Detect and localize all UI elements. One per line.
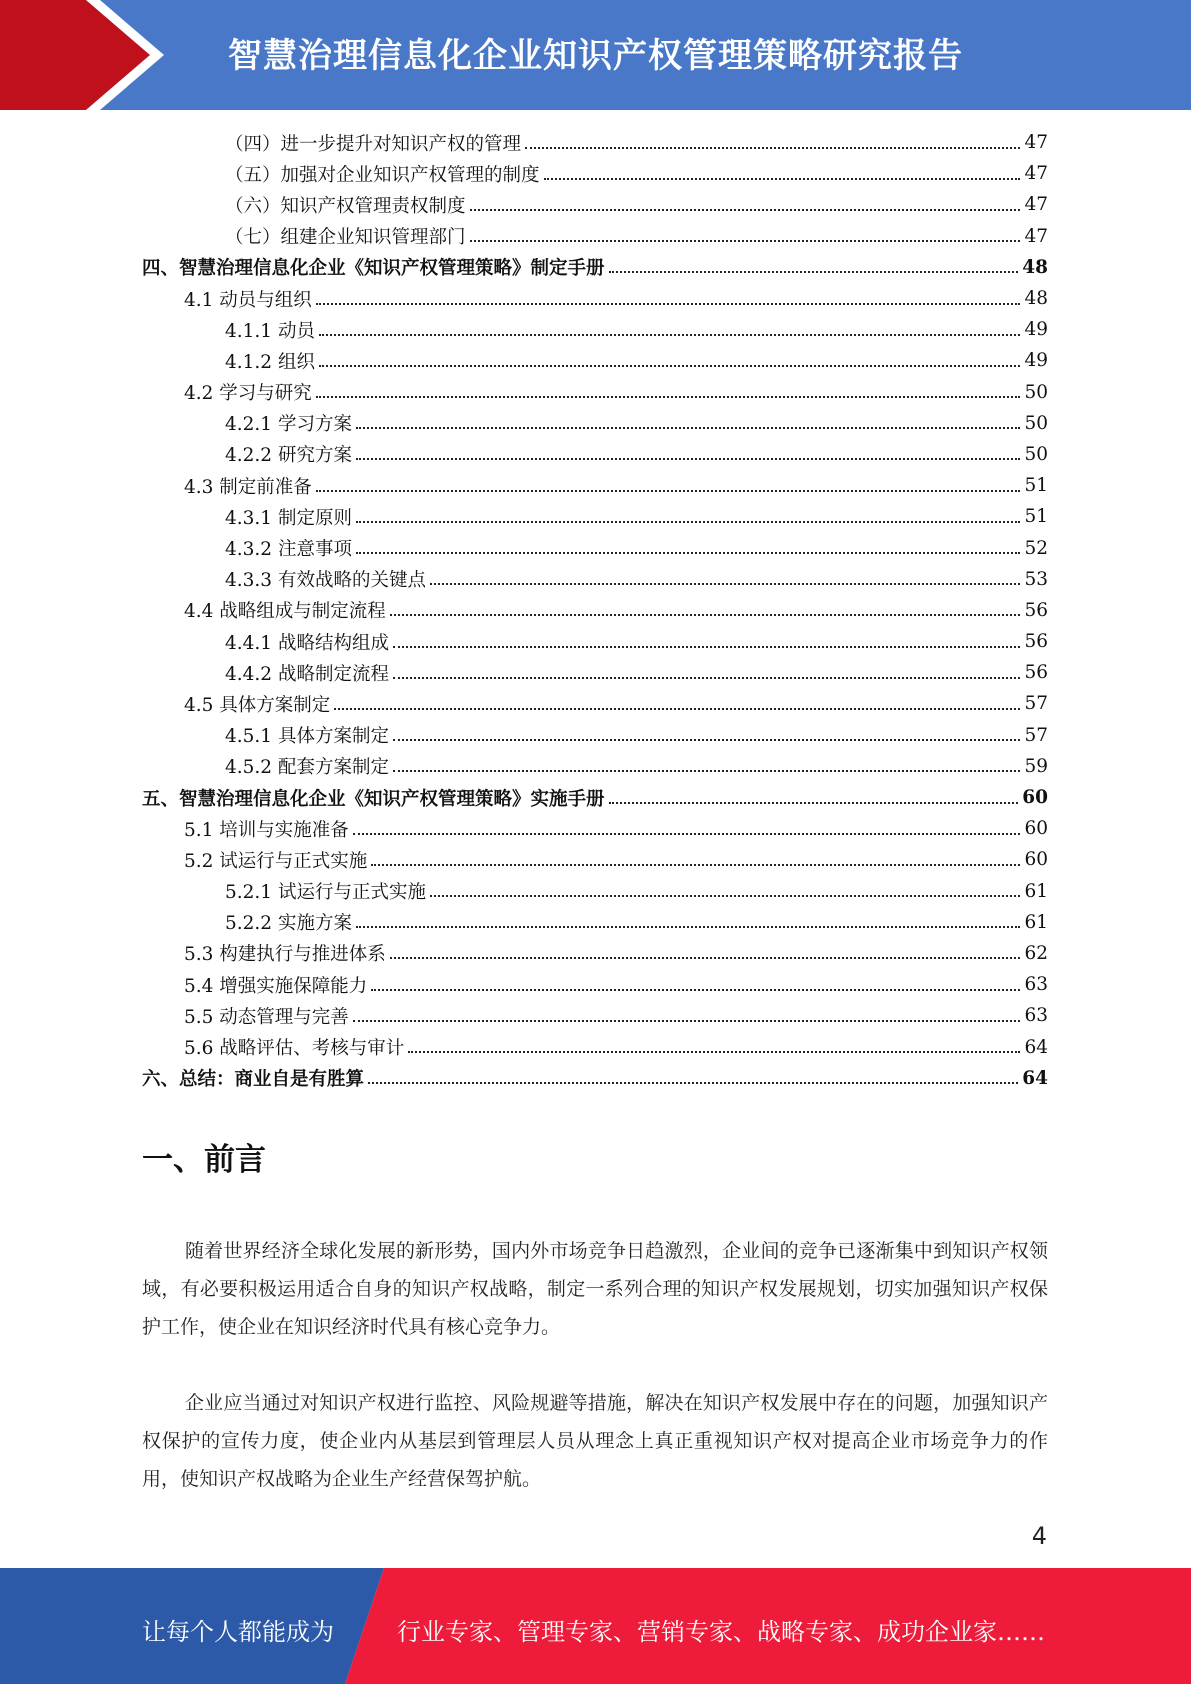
toc-entry-label: 4.3.2 注意事项 (225, 535, 354, 561)
toc-leader-dots (390, 614, 1021, 616)
toc-entry[interactable] (142, 470, 1048, 501)
toc-entry-page: 47 (1024, 132, 1048, 154)
toc-entry[interactable] (142, 720, 1048, 751)
toc-leader-dots (319, 365, 1021, 367)
toc-leader-dots (408, 1051, 1020, 1053)
toc-leader-dots (525, 147, 1020, 149)
toc-entry-label: （七）组建企业知识管理部门 (225, 223, 468, 249)
toc-entry-label: 4.1.1 动员 (225, 317, 317, 343)
toc-leader-dots (316, 490, 1021, 492)
toc-entry-page: 50 (1024, 443, 1048, 465)
toc-entry-page: 56 (1024, 599, 1048, 621)
toc-entry[interactable] (142, 751, 1048, 782)
toc-entry-label: 4.5.2 配套方案制定 (225, 753, 391, 779)
header-title: 智慧治理信息化企业知识产权管理策略研究报告 (228, 36, 963, 76)
toc-entry-page: 51 (1024, 475, 1048, 497)
toc-leader-dots (609, 802, 1019, 804)
toc-leader-dots (368, 1082, 1018, 1084)
toc-entry[interactable] (142, 345, 1048, 376)
toc-entry-page: 48 (1022, 256, 1048, 278)
toc-entry-page: 64 (1022, 1067, 1048, 1089)
toc-leader-dots (544, 178, 1021, 180)
toc-entry[interactable] (142, 782, 1048, 813)
toc-entry-page: 47 (1024, 194, 1048, 216)
toc-entry[interactable] (142, 532, 1048, 563)
toc-entry[interactable] (142, 439, 1048, 470)
toc-entry[interactable] (142, 876, 1048, 907)
toc-leader-dots (390, 957, 1021, 959)
toc-entry-page: 57 (1024, 693, 1048, 715)
toc-entry-label: 4.5 具体方案制定 (184, 691, 332, 717)
section-heading: 一、前言 (142, 1142, 266, 1178)
toc-entry-label: 5.2.2 实施方案 (225, 909, 354, 935)
toc-entry-label: 5.6 战略评估、考核与审计 (184, 1034, 406, 1060)
page-number: 4 (1031, 1522, 1047, 1550)
toc-entry-label: 5.3 构建执行与推进体系 (184, 940, 388, 966)
toc-entry[interactable] (142, 158, 1048, 189)
toc-leader-dots (393, 646, 1020, 648)
toc-entry-label: 4.3.3 有效战略的关键点 (225, 566, 428, 592)
toc-entry-page: 53 (1024, 568, 1048, 590)
toc-entry-page: 63 (1024, 974, 1048, 996)
footer-slogan-right: 行业专家、管理专家、营销专家、战略专家、成功企业家…… (397, 1618, 1045, 1646)
toc-entry-page: 50 (1024, 381, 1048, 403)
toc-entry[interactable] (142, 314, 1048, 345)
toc-entry-page: 52 (1024, 537, 1048, 559)
toc-leader-dots (353, 833, 1021, 835)
toc-entry[interactable] (142, 221, 1048, 252)
toc-entry-page: 64 (1024, 1036, 1048, 1058)
footer-slogan-left: 让每个人都能成为 (142, 1618, 334, 1646)
toc-entry-page: 56 (1024, 662, 1048, 684)
toc-entry[interactable] (142, 408, 1048, 439)
toc-entry-page: 60 (1022, 787, 1048, 809)
toc-entry-label: 4.2 学习与研究 (184, 379, 314, 405)
table-of-contents (142, 127, 1048, 1094)
toc-entry-page: 63 (1024, 1005, 1048, 1027)
toc-entry-label: 5.1 培训与实施准备 (184, 816, 351, 842)
toc-entry-label: 五、智慧治理信息化企业《知识产权管理策略》实施手册 (142, 785, 607, 811)
toc-entry-page: 61 (1024, 911, 1048, 933)
toc-leader-dots (353, 1020, 1021, 1022)
toc-entry-label: 4.4 战略组成与制定流程 (184, 597, 388, 623)
toc-leader-dots (393, 770, 1020, 772)
toc-entry-label: 4.3.1 制定原则 (225, 504, 354, 530)
toc-entry-page: 60 (1024, 849, 1048, 871)
toc-leader-dots (356, 926, 1021, 928)
toc-entry-label: 5.2 试运行与正式实施 (184, 847, 369, 873)
toc-entry[interactable] (142, 688, 1048, 719)
toc-entry[interactable] (142, 501, 1048, 532)
toc-leader-dots (609, 271, 1019, 273)
toc-leader-dots (393, 739, 1020, 741)
toc-entry-page: 59 (1024, 755, 1048, 777)
toc-leader-dots (393, 677, 1020, 679)
toc-entry-page: 48 (1024, 288, 1048, 310)
toc-entry-label: 5.4 增强实施保障能力 (184, 972, 369, 998)
toc-entry-page: 49 (1024, 319, 1048, 341)
toc-entry-label: 5.5 动态管理与完善 (184, 1003, 351, 1029)
toc-entry[interactable] (142, 283, 1048, 314)
toc-leader-dots (356, 552, 1021, 554)
toc-entry[interactable] (142, 813, 1048, 844)
toc-entry-label: （六）知识产权管理责权制度 (225, 192, 468, 218)
body-paragraph-2: 企业应当通过对知识产权进行监控、风险规避等措施，解决在知识产权发展中存在的问题，加强知识产权保护的宣传力度，使企业内从基层到管理层人员从理念上真正重视知识产权对提高企业市场竞争力的作用，使知识产权战略为企业生产经营保驾护航。 (142, 1392, 1048, 1490)
toc-leader-dots (334, 708, 1020, 710)
toc-entry-page: 51 (1024, 506, 1048, 528)
toc-entry-page: 50 (1024, 412, 1048, 434)
toc-entry-page: 49 (1024, 350, 1048, 372)
toc-leader-dots (430, 583, 1020, 585)
toc-leader-dots (319, 334, 1021, 336)
toc-entry[interactable] (142, 189, 1048, 220)
toc-entry[interactable] (142, 595, 1048, 626)
toc-leader-dots (371, 989, 1020, 991)
toc-entry-label: 四、智慧治理信息化企业《知识产权管理策略》制定手册 (142, 254, 607, 280)
toc-entry-label: 4.2.2 研究方案 (225, 441, 354, 467)
toc-entry-page: 47 (1024, 163, 1048, 185)
toc-entry[interactable] (142, 564, 1048, 595)
toc-leader-dots (316, 303, 1021, 305)
body-paragraph-1: 随着世界经济全球化发展的新形势，国内外市场竞争日趋激烈，企业间的竞争已逐渐集中到知识产权领域，有必要积极运用适合自身的知识产权战略，制定一系列合理的知识产权发展规划，切实加强知识产权保护工作，使企业在知识经济时代具有核心竞争力。 (142, 1240, 1048, 1338)
toc-entry-label: 4.4.1 战略结构组成 (225, 629, 391, 655)
toc-entry-label: （四）进一步提升对知识产权的管理 (225, 130, 523, 156)
toc-leader-dots (470, 240, 1021, 242)
toc-entry[interactable] (142, 907, 1048, 938)
toc-entry[interactable] (142, 969, 1048, 1000)
toc-entry-label: 4.2.1 学习方案 (225, 410, 354, 436)
toc-entry[interactable] (142, 657, 1048, 688)
toc-entry-label: 4.1.2 组织 (225, 348, 317, 374)
toc-leader-dots (356, 458, 1021, 460)
toc-entry-page: 56 (1024, 631, 1048, 653)
toc-leader-dots (356, 427, 1021, 429)
toc-entry-page: 47 (1024, 225, 1048, 247)
toc-entry[interactable] (142, 1063, 1048, 1094)
toc-entry-page: 60 (1024, 818, 1048, 840)
toc-leader-dots (356, 521, 1021, 523)
toc-entry-label: 六、总结：商业自是有胜算 (142, 1065, 366, 1091)
toc-entry-page: 61 (1024, 880, 1048, 902)
toc-entry[interactable] (142, 1031, 1048, 1062)
toc-entry-label: 4.3 制定前准备 (184, 473, 314, 499)
toc-entry[interactable] (142, 626, 1048, 657)
toc-entry-label: 5.2.1 试运行与正式实施 (225, 878, 428, 904)
toc-entry-label: 4.4.2 战略制定流程 (225, 660, 391, 686)
toc-entry-label: 4.1 动员与组织 (184, 286, 314, 312)
toc-entry[interactable] (142, 938, 1048, 969)
toc-leader-dots (316, 396, 1021, 398)
toc-entry-page: 57 (1024, 724, 1048, 746)
page-header (0, 0, 1191, 110)
header-red-chevron (0, 0, 150, 110)
toc-leader-dots (371, 864, 1020, 866)
toc-leader-dots (470, 209, 1021, 211)
toc-entry-page: 62 (1024, 942, 1048, 964)
toc-entry[interactable] (142, 844, 1048, 875)
toc-entry[interactable] (142, 377, 1048, 408)
toc-entry[interactable] (142, 252, 1048, 283)
toc-entry-label: 4.5.1 具体方案制定 (225, 722, 391, 748)
toc-entry-label: （五）加强对企业知识产权管理的制度 (225, 161, 542, 187)
toc-entry[interactable] (142, 127, 1048, 158)
toc-leader-dots (430, 895, 1020, 897)
toc-entry[interactable] (142, 1000, 1048, 1031)
